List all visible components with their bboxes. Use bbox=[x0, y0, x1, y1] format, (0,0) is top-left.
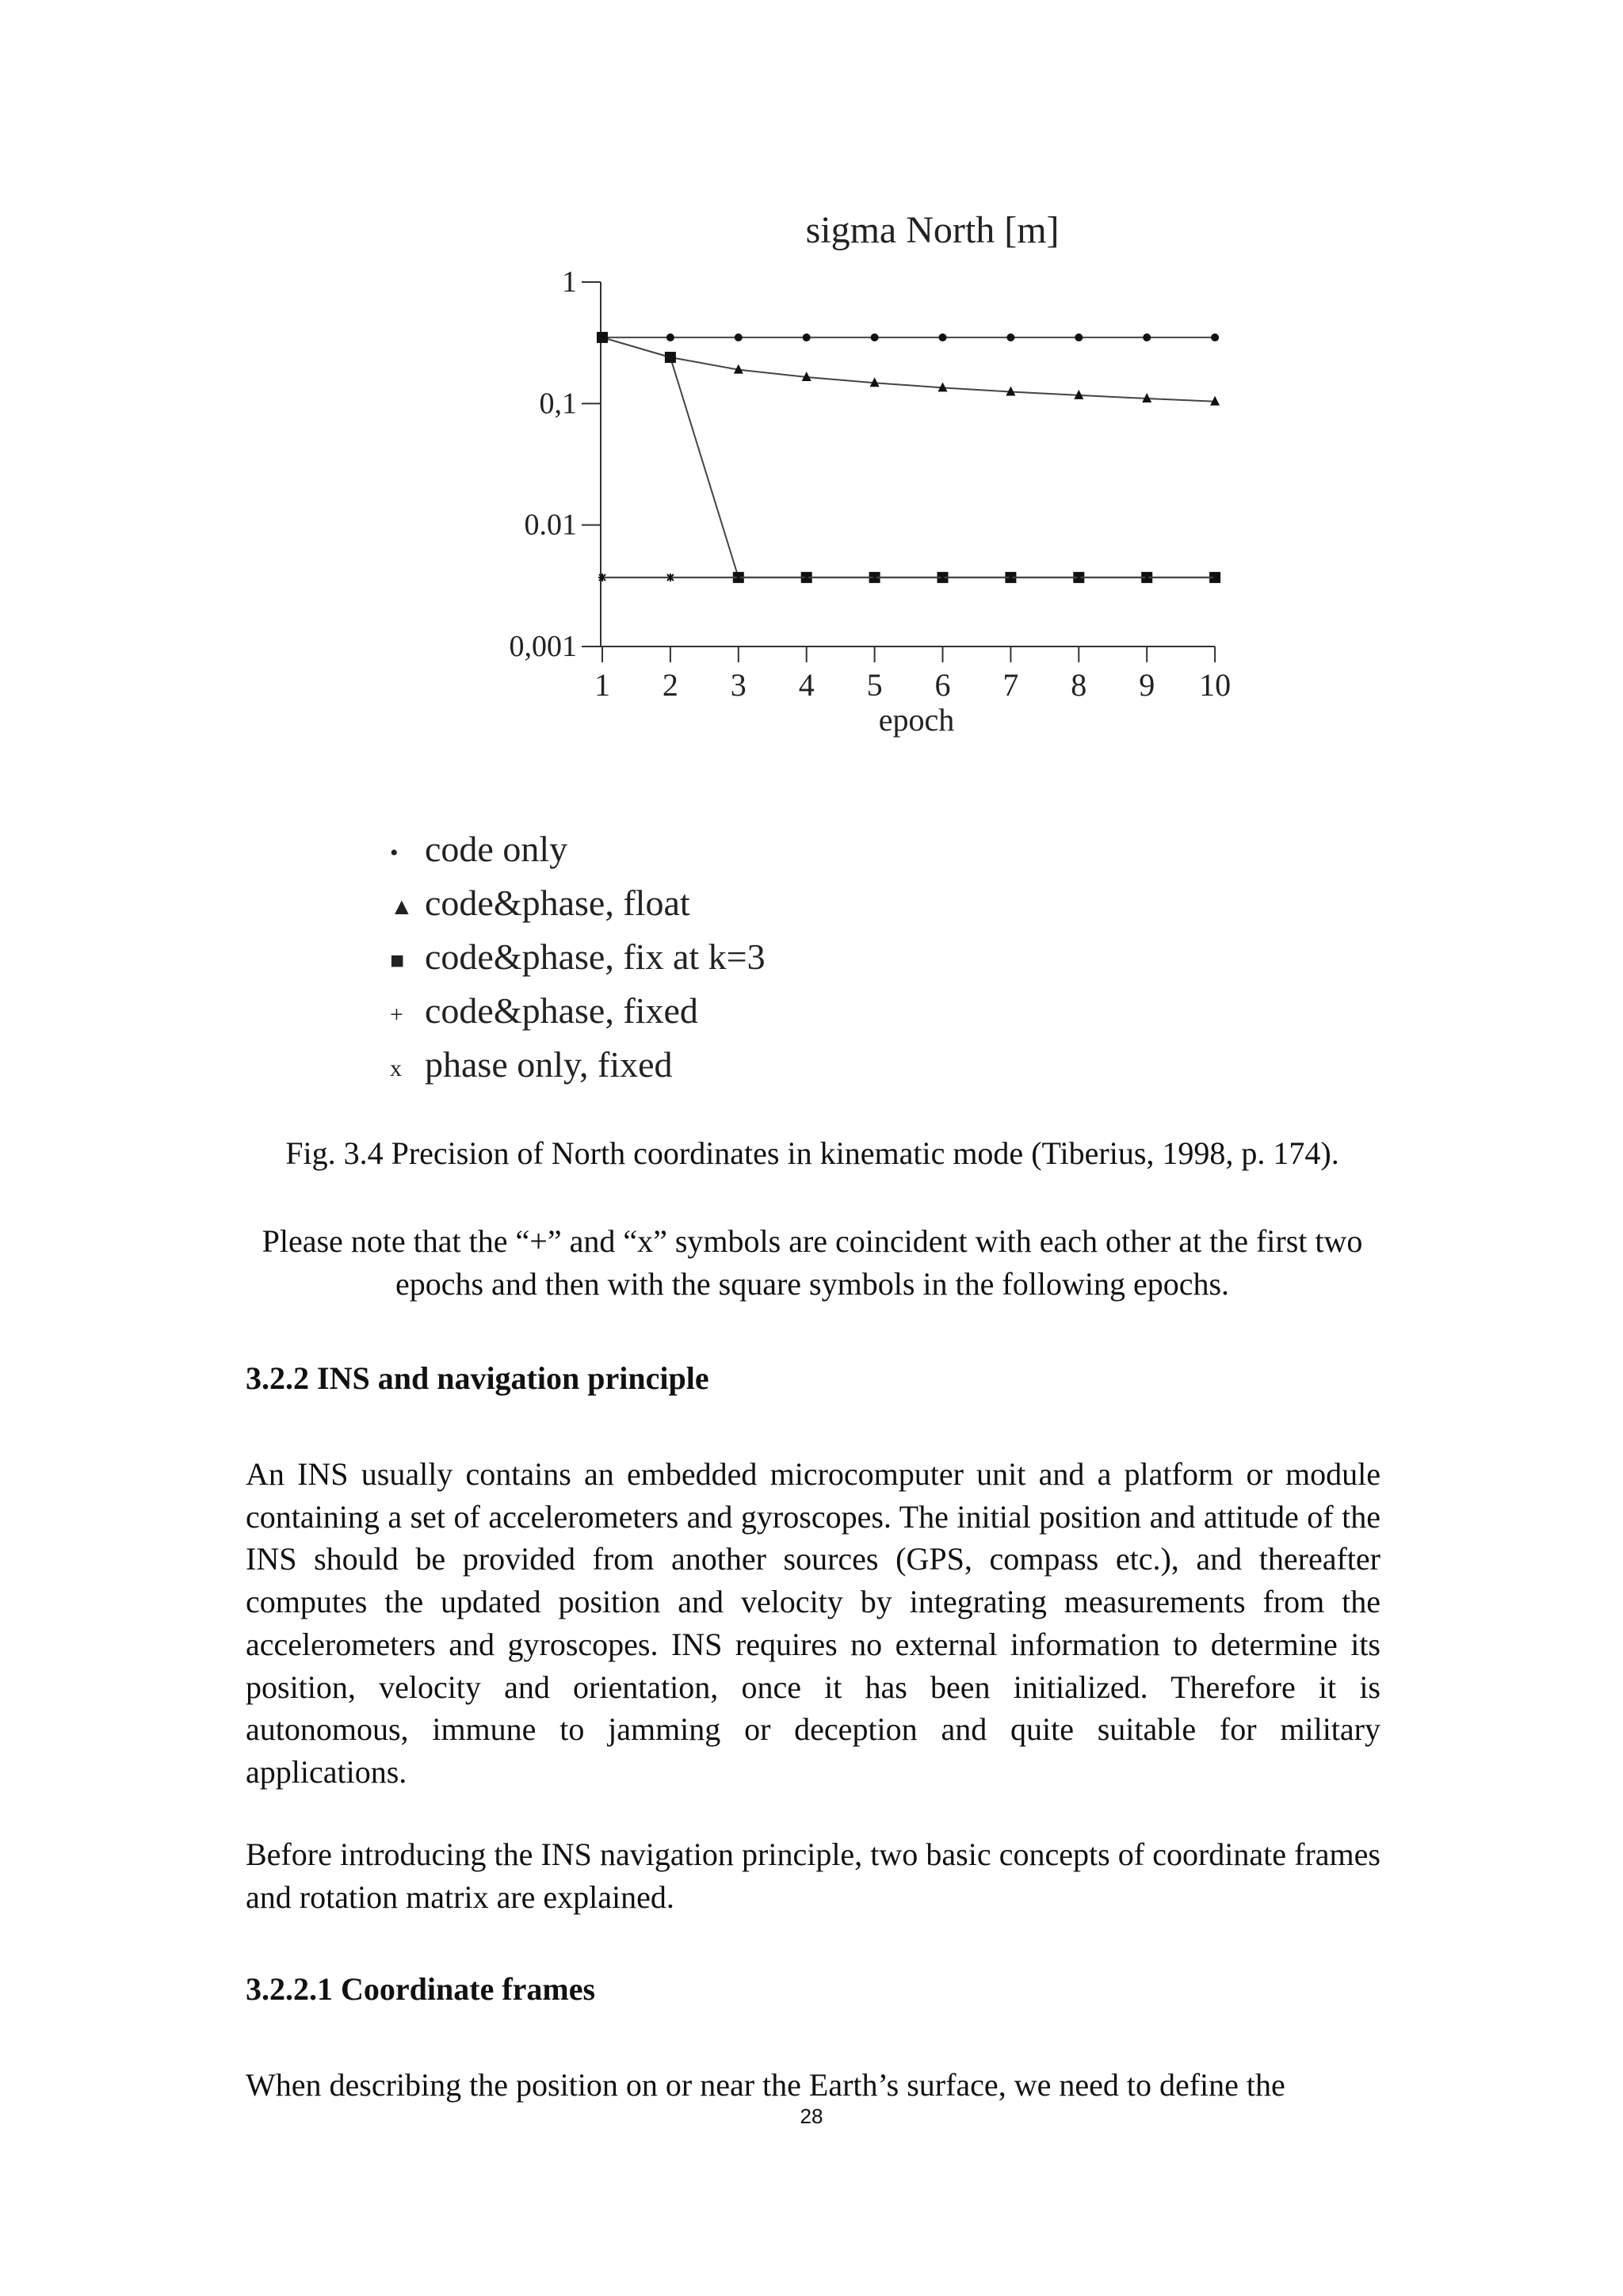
figure-caption: Fig. 3.4 Precision of North coordinates in kinematic mode (Tiberius, 1998, p. 174). bbox=[285, 1135, 1339, 1171]
section-heading-3-2-2-1: 3.2.2.1 Coordinate frames bbox=[246, 1971, 596, 2007]
legend-item: • code only bbox=[390, 824, 766, 878]
series-line-triangle bbox=[602, 338, 1215, 402]
data-point-code-only bbox=[871, 334, 879, 341]
x-tick-label: 4 bbox=[798, 667, 815, 703]
figure-note: Please note that the “+” and “x” symbols are coincident with each other at the first two epochs and then with the square symbols in the following epochs. bbox=[262, 1223, 1363, 1302]
y-tick-label: 0,001 bbox=[509, 630, 577, 663]
x-tick-label: 3 bbox=[730, 667, 747, 703]
legend-item: + code&phase, fixed bbox=[390, 986, 766, 1039]
dot-marker-icon: • bbox=[390, 839, 399, 866]
y-tick-label: 0,1 bbox=[539, 387, 577, 421]
x-axis-label: epoch bbox=[878, 702, 955, 738]
chart-title: sigma North [m] bbox=[805, 209, 1060, 251]
page-number: 28 bbox=[800, 2104, 823, 2128]
section-heading-3-2-2: 3.2.2 INS and navigation principle bbox=[246, 1360, 709, 1396]
x-tick-label: 10 bbox=[1199, 667, 1232, 703]
data-point-code-only bbox=[803, 334, 811, 341]
triangle-marker-icon: ▲ bbox=[390, 893, 414, 920]
x-tick-label: 1 bbox=[594, 667, 610, 703]
sigma-north-chart bbox=[460, 206, 1252, 761]
y-tick-label: 1 bbox=[562, 265, 577, 299]
x-tick-label: 5 bbox=[866, 667, 883, 703]
data-point-code-only bbox=[1211, 334, 1219, 341]
series-line-square bbox=[602, 338, 1215, 578]
data-point-code-only bbox=[1006, 334, 1014, 341]
paragraph-coordinate-frames: When describing the position on or near the Earth’s surface, we need to define the bbox=[246, 2067, 1285, 2103]
y-tick-label: 0.01 bbox=[524, 508, 577, 542]
plus-marker-icon: + bbox=[390, 1001, 403, 1028]
legend-item: ■ code&phase, fix at k=3 bbox=[390, 932, 766, 986]
data-point-fix-k3 bbox=[597, 332, 608, 343]
data-point-code-only bbox=[939, 334, 947, 341]
x-tick-label: 7 bbox=[1002, 667, 1019, 703]
data-point-code-only bbox=[1143, 334, 1151, 341]
square-marker-icon: ■ bbox=[390, 947, 405, 974]
x-tick-label: 9 bbox=[1139, 667, 1155, 703]
legend-item: ▲ code&phase, float bbox=[390, 878, 766, 932]
data-point-code-only bbox=[666, 334, 674, 341]
data-point-code-only bbox=[735, 334, 743, 341]
data-point-fix-k3 bbox=[665, 352, 676, 363]
x-tick-label: 6 bbox=[934, 667, 951, 703]
cross-marker-icon: x bbox=[390, 1055, 402, 1081]
x-tick-label: 8 bbox=[1071, 667, 1087, 703]
data-point-code-only bbox=[1075, 334, 1083, 341]
legend-item: x phase only, fixed bbox=[390, 1039, 766, 1093]
x-tick-label: 2 bbox=[662, 667, 678, 703]
chart-legend bbox=[390, 824, 766, 1093]
paragraph-ins-description: An INS usually contains an embedded microcomputer unit and a platform or module containing a set of accelerometers and gyroscopes. The initial position and attitude of the INS should be provided from another sources (GPS, compass etc.), and thereafter computes the updated position and velocity by integrating measurements from the accelerometers and gyroscopes. INS requires no external information to determine its position, velocity and orientation, once it has been initialized. Therefore it is autonomous, immune to jamming or deception and quite suitable for military applications. bbox=[246, 1456, 1381, 1790]
paragraph-concepts-intro: Before introducing the INS navigation principle, two basic concepts of coordinate frames and rotation matrix are explained. bbox=[246, 1836, 1381, 1915]
